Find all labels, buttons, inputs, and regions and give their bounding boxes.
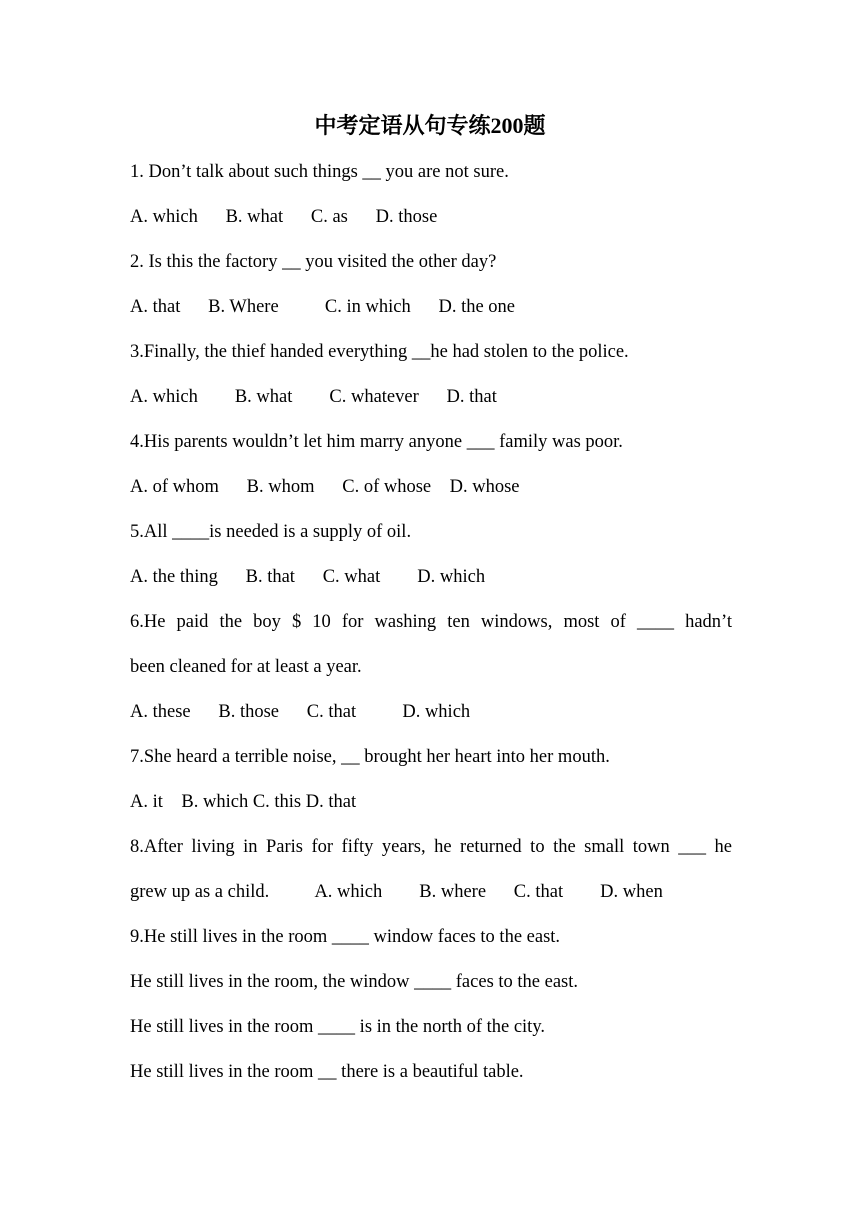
question-8-stem-line-1: 8.After living in Paris for fifty years, he returned to the small town ___ he bbox=[130, 837, 732, 857]
question-6-options: A. these B. those C. that D. which bbox=[130, 702, 471, 722]
question-2-options: A. that B. Where C. in which D. the one bbox=[130, 297, 516, 317]
question-4-stem: 4.His parents wouldn’t let him marry anyone ___ family was poor. bbox=[130, 432, 623, 452]
question-1-options: A. which B. what C. as D. those bbox=[130, 207, 438, 227]
question-3-options: A. which B. what C. whatever D. that bbox=[130, 387, 497, 407]
question-9-stem-2: He still lives in the room, the window ____ faces to the east. bbox=[130, 972, 579, 992]
question-5-stem: 5.All ____is needed is a supply of oil. bbox=[130, 522, 412, 542]
question-6-stem-line-1: 6.He paid the boy $ 10 for washing ten windows, most of ____ hadn’t bbox=[130, 612, 732, 632]
question-3-stem: 3.Finally, the thief handed everything __he had stolen to the police. bbox=[130, 342, 629, 362]
question-9-stem-1: 9.He still lives in the room ____ window faces to the east. bbox=[130, 927, 561, 947]
question-7-stem: 7.She heard a terrible noise, __ brought her heart into her mouth. bbox=[130, 747, 610, 767]
question-1-stem: 1. Don’t talk about such things __ you are not sure. bbox=[130, 162, 509, 182]
page-title: 中考定语从句专练200题 bbox=[314, 113, 546, 138]
question-5-options: A. the thing B. that C. what D. which bbox=[130, 567, 486, 587]
question-4-options: A. of whom B. whom C. of whose D. whose bbox=[130, 477, 520, 497]
question-8-stem-line-2: grew up as a child. A. which B. where C. that D. when bbox=[130, 882, 663, 902]
question-9-stem-3: He still lives in the room ____ is in the north of the city. bbox=[130, 1017, 545, 1037]
question-9-stem-4: He still lives in the room __ there is a beautiful table. bbox=[130, 1062, 524, 1082]
question-6-stem-line-2: been cleaned for at least a year. bbox=[130, 657, 362, 677]
question-7-options: A. it B. which C. this D. that bbox=[130, 792, 357, 812]
question-2-stem: 2. Is this the factory __ you visited the other day? bbox=[130, 252, 497, 272]
